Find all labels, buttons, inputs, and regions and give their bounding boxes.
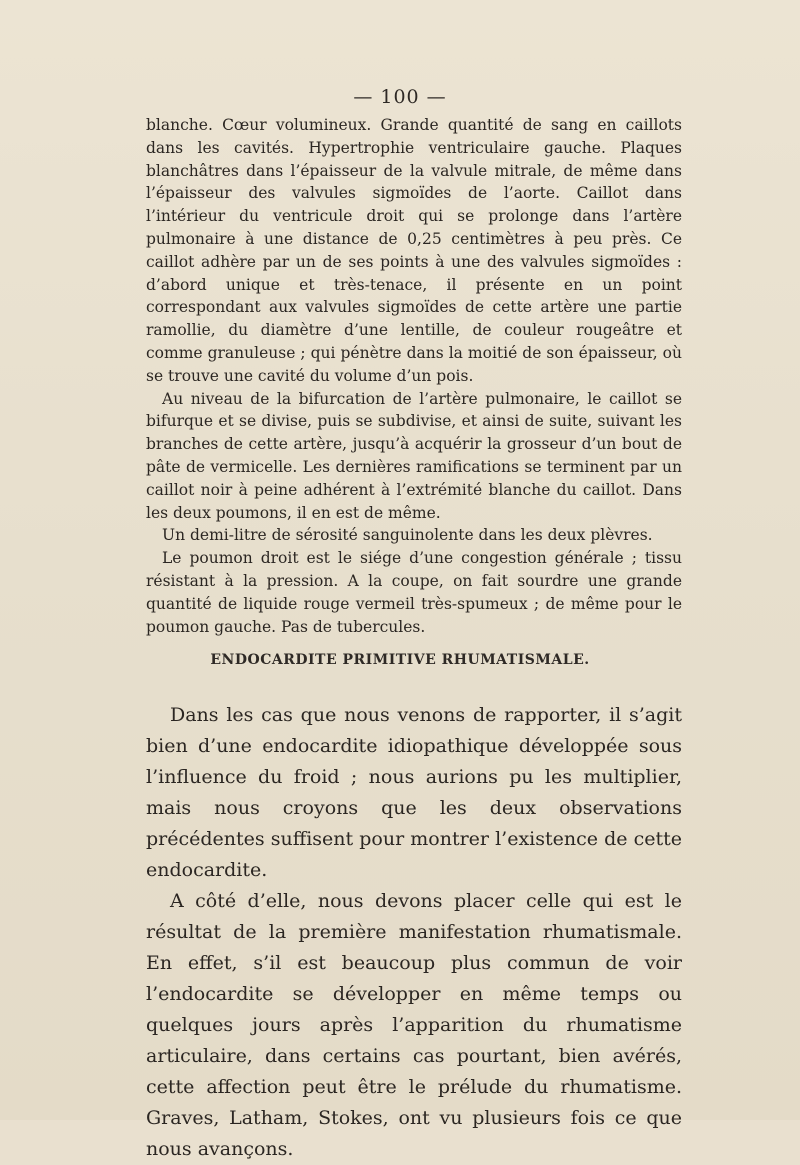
section-heading: ENDOCARDITE PRIMITIVE RHUMATISMALE. [210,652,590,668]
clinical-observation-text [146,114,682,638]
clinical-paragraph: blanche. Cœur volumineux. Grande quantité de sang en caillots dans les cavités. Hypertrophie ventriculaire gauche. Plaques blanchâtres dans l’épaisseur de la valvule mitrale, de même dans l’épaisseur des valvules sigmoïdes de l’aorte. Caillot dans l’intérieur du ventricule droit qui se prolonge dans l’artère pulmonaire à une distance de 0,25 centimètres à peu près. Ce caillot adhère par un de ses points à une des valvules sigmoïdes : d’abord unique et très-tenace, il présente en un point correspondant aux valvules sigmoïdes de cette artère une partie ramollie, du diamètre d’une lentille, de couleur rougeâtre et comme granuleuse ; qui pénètre dans la moitié de son épaisseur, où se trouve une cavité du volume d’un pois. [146,116,682,385]
page-number: — 100 — [353,86,447,108]
clinical-paragraph: Au niveau de la bifurcation de l’artère pulmonaire, le caillot se bifurque et se divise, puis se subdivise, et ainsi de suite, suivant les branches de cette artère, jusqu’à acquérir la grosseur d’un bout de pâte de vermicelle. Les dernières ramifications se terminent par un caillot noir à peine adhérent à l’extrémité blanche du caillot. Dans les deux poumons, il en est de même. [146,389,682,522]
clinical-paragraph: Un demi-litre de sérosité sanguinolente dans les deux plèvres. [162,526,653,545]
clinical-paragraph: Le poumon droit est le siége d’une congestion générale ; tissu résistant à la pression. A la coupe, on fait sourdre une grande quantité de liquide rouge vermeil très-spumeux ; de même pour le poumon gauche. Pas de tubercules. [146,549,682,636]
main-body-text [146,700,682,1165]
body-paragraph: Dans les cas que nous venons de rapporter, il s’agit bien d’une endocardite idiopathique développée sous l’influence du froid ; nous aurions pu les multiplier, mais nous croyons que les deux observations précédentes suffisent pour montrer l’existence de cette endocardite. [146,704,682,881]
body-paragraph: A côté d’elle, nous devons placer celle qui est le résultat de la première manifestation rhumatismale. En effet, s’il est beaucoup plus commun de voir l’endocardite se développer en même temps ou quelques jours après l’apparition du rhumatisme articulaire, dans certains cas pourtant, bien avérés, cette affection peut être le prélude du rhumatisme. Graves, Latham, Stokes, ont vu plusieurs fois ce que nous avançons. [146,890,682,1160]
